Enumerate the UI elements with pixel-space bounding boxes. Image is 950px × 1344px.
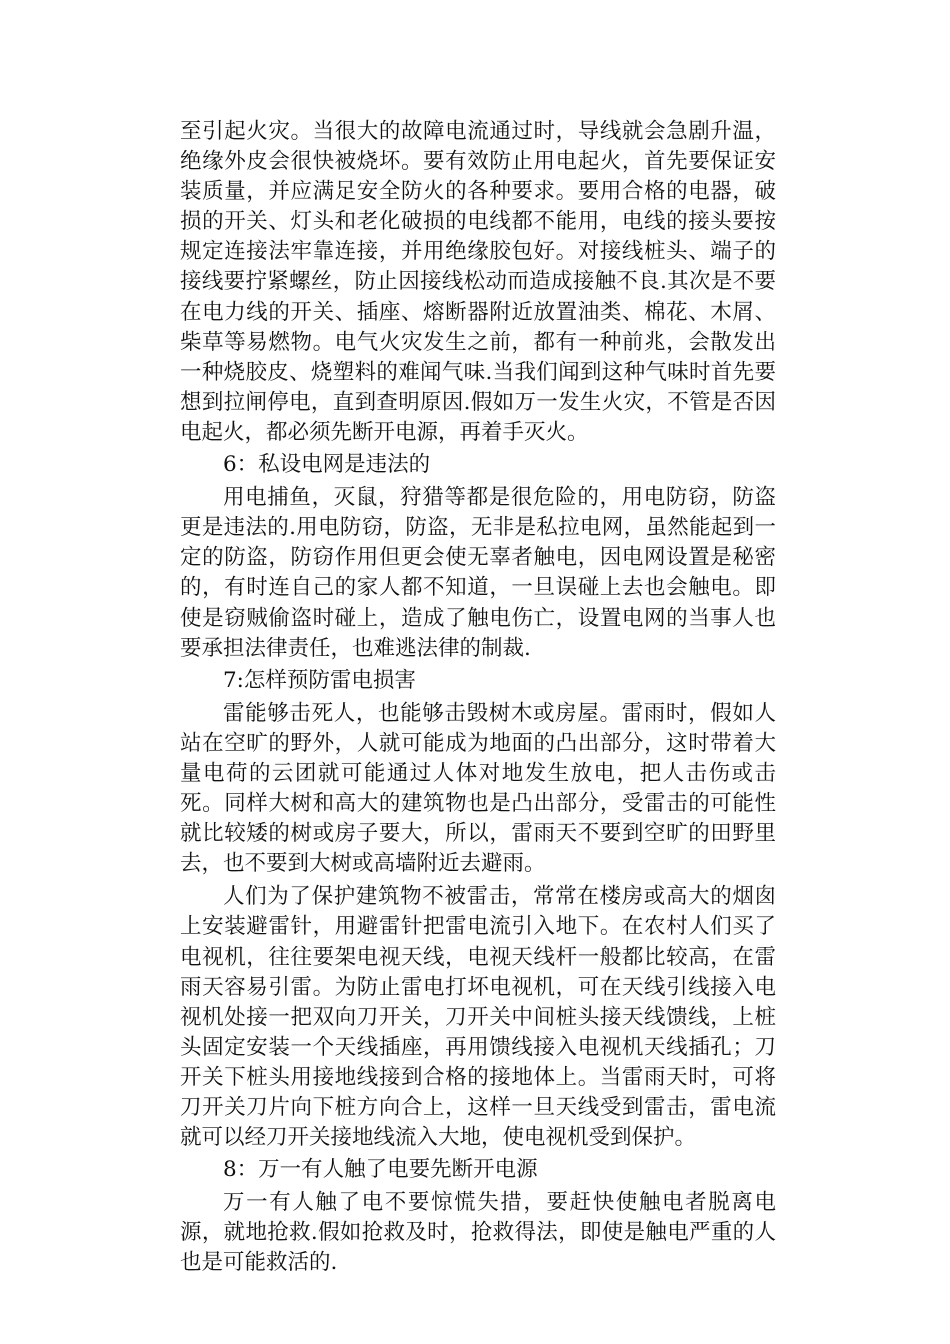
paragraph-electric-shock-rescue: 万一有人触了电不要惊慌失措，要赶快使触电者脱离电源，就地抢救.假如抢救及时，抢救得法，即使是触电严重的人也是可能救活的. <box>180 1190 776 1276</box>
paragraph-illegal-electric-fence: 用电捕鱼，灭鼠，狩猎等都是很危险的，用电防窃，防盗更是违法的.用电防窃，防盗，无非是私拉电网，虽然能起到一定的防盗，防窃作用但更会使无辜者触电，因电网设置是秘密的，有时连自己的家人都不知道，一旦误碰上去也会触电。即使是窃贼偷盗时碰上，造成了触电伤亡，设置电网的当事人也要承担法律责任，也难逃法律的制裁. <box>180 485 776 661</box>
paragraph-fire-prevention: 至引起火灾。当很大的故障电流通过时，导线就会急剧升温，绝缘外皮会很快被烧坏。要有效防止用电起火，首先要保证安装质量，并应满足安全防火的各种要求。要用合格的电器，破损的开关、灯头和老化破损的电线都不能用，电线的接头要按规定连接法牢靠连接，并用绝缘胶包好。对接线桩头、端子的接线要拧紧螺丝，防止因接线松动而造成接触不良.其次是不要在电力线的开关、插座、熔断器附近放置油类、棉花、木屑、柴草等易燃物。电气火灾发生之前，都有一种前兆，会散发出一种烧胶皮、烧塑料的难闻气味.当我们闻到这种气味时首先要想到拉闸停电，直到查明原因.假如万一发生火灾，不管是否因电起火，都必须先断开电源，再着手灭火。 <box>180 119 776 445</box>
heading-section-8: 8：万一有人触了电要先断开电源 <box>223 1157 538 1183</box>
heading-section-6: 6：私设电网是违法的 <box>223 452 431 478</box>
heading-section-7: 7:怎样预防雷电损害 <box>223 667 416 693</box>
document-page <box>180 117 776 1279</box>
paragraph-lightning-antenna: 人们为了保护建筑物不被雷击，常常在楼房或高大的烟囱上安装避雷针，用避雷针把雷电流引入地下。在农村人们买了电视机，往往要架电视天线，电视天线杆一般都比较高，在雷雨天容易引雷。为防止雷电打坏电视机，可在天线引线接入电视机处接一把双向刀开关，刀开关中间桩头接天线馈线，上桩头固定安装一个天线插座，再用馈线接入电视机天线插孔；刀开关下桩头用接地线接到合格的接地体上。当雷雨天时，可将刀开关刀片向下桩方向合上，这样一旦天线受到雷击，雷电流就可以经刀开关接地线流入大地，使电视机受到保护。 <box>180 884 776 1151</box>
paragraph-lightning-outdoors: 雷能够击死人，也能够击毁树木或房屋。雷雨时，假如人站在空旷的野外，人就可能成为地面的凸出部分，这时带着大量电荷的云团就可能通过人体对地发生放电，把人击伤或击死。同样大树和高大的建筑物也是凸出部分，受雷击的可能性就比较矮的树或房子要大，所以，雷雨天不要到空旷的田野里去，也不要到大树或高墙附近去避雨。 <box>180 700 776 877</box>
